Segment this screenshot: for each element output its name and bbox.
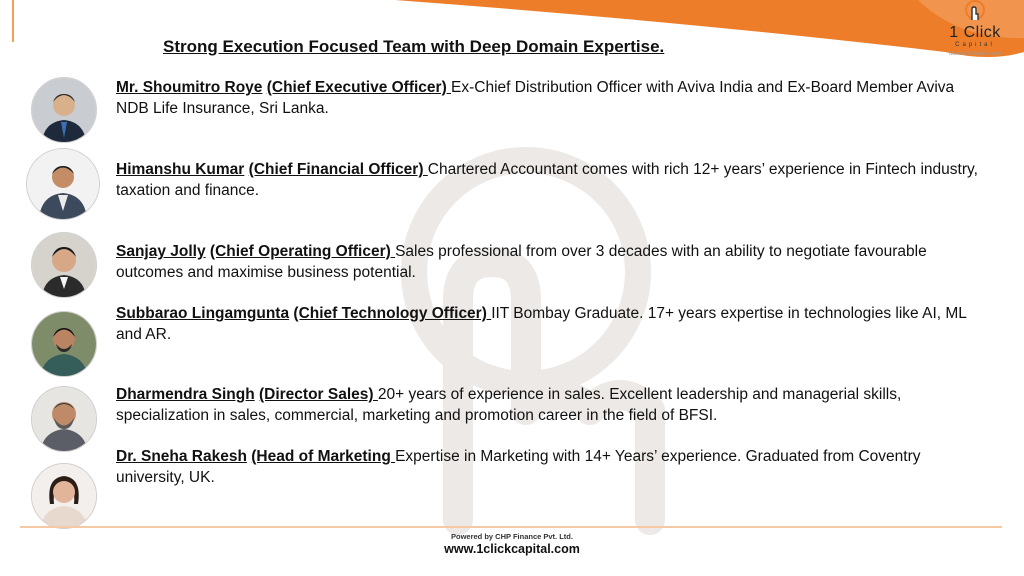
logo-tagline: Namasthe Aapke Saath: [948, 51, 1002, 57]
footer-divider: [20, 526, 1002, 528]
powered-by-text: Powered by CHP Finance Pvt. Ltd.: [451, 532, 573, 541]
member-photo: [31, 386, 97, 452]
member-description: Expertise in Marketing with 14+ Years’ experience. Graduated from Coventry university, UK.: [116, 448, 921, 486]
member-role: (Chief Financial Officer): [248, 161, 428, 178]
member-photo: [31, 77, 97, 143]
member-name: Dharmendra Singh: [116, 386, 255, 403]
person-avatar-icon: [32, 387, 96, 451]
person-avatar-icon: [32, 464, 96, 528]
member-photo: [31, 232, 97, 298]
slide-title: Strong Execution Focused Team with Deep Domain Expertise.: [163, 37, 665, 56]
team-member-bio: [116, 241, 986, 283]
person-avatar-icon: [32, 233, 96, 297]
member-role: (Chief Executive Officer): [266, 79, 452, 96]
member-role: (Head of Marketing: [251, 448, 396, 465]
member-role: (Chief Technology Officer): [293, 305, 492, 322]
hand-pointer-icon: [963, 0, 987, 24]
team-member-bio: [116, 159, 986, 201]
member-description: Sales professional from over 3 decades with an ability to negotiate favourable outcomes and maximise business potential.: [116, 243, 927, 281]
member-photo: [31, 463, 97, 529]
person-avatar-icon: [32, 312, 96, 376]
member-description: 20+ years of experience in sales. Excellent leadership and managerial skills, specialization in sales, commercial, marketing and promotion career in the field of BFSI.: [116, 386, 902, 424]
person-avatar-icon: [27, 149, 99, 219]
member-name: Dr. Sneha Rakesh: [116, 448, 247, 465]
member-role: (Director Sales): [258, 386, 378, 403]
member-name: Sanjay Jolly: [116, 243, 206, 260]
team-member-bio: [116, 303, 986, 345]
team-member-bio: [116, 384, 986, 426]
brand-logo: [930, 0, 1020, 62]
member-description: IIT Bombay Graduate. 17+ years expertise in technologies like AI, ML and AR.: [116, 305, 967, 343]
team-member-bio: [116, 446, 986, 488]
logo-subtitle: Capital: [955, 42, 995, 48]
member-description: Ex-Chief Distribution Officer with Aviva India and Ex-Board Member Aviva NDB Life Insurance, Sri Lanka.: [116, 79, 955, 117]
member-name: Subbarao Lingamgunta: [116, 305, 290, 322]
member-name: Himanshu Kumar: [116, 161, 245, 178]
logo-name: 1 Click: [949, 24, 1001, 41]
member-photo: [26, 148, 100, 220]
member-role: (Chief Operating Officer): [209, 243, 396, 260]
person-avatar-icon: [32, 78, 96, 142]
team-member-bio: [116, 77, 986, 119]
member-name: Mr. Shoumitro Roye: [116, 79, 263, 96]
member-description: Chartered Accountant comes with rich 12+ years’ experience in Fintech industry, taxation and finance.: [116, 161, 978, 199]
member-photo: [31, 311, 97, 377]
website-link[interactable]: www.1clickcapital.com: [444, 542, 580, 556]
